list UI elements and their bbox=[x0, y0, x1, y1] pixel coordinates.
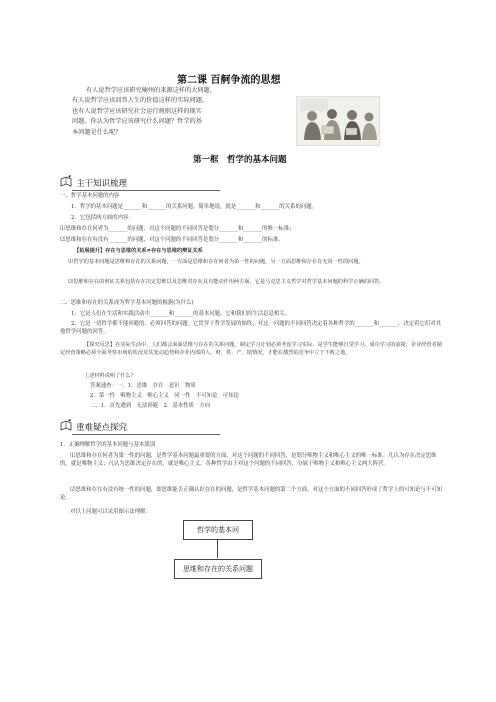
answer-text: 一、1．思维 存在 意识 物质 bbox=[116, 383, 196, 389]
expand-paragraph-1: ⑴哲学的基本问题是思维和存在的关系问题，一方面是思维和存在何者为第一性的问题，另一方面思维和存在有无同一性的问题。 bbox=[68, 259, 364, 265]
expand-title: 【拓展提升】存在与思维的关系≠存在与思维的辩证关系 bbox=[74, 248, 203, 254]
intro-line: 问题。你认为哲学应该研究什么问题？哲学的基 bbox=[72, 118, 202, 126]
intro-line: 也有人说哲学应该研究社会运行规则这样的现实 bbox=[72, 107, 202, 115]
s2-line: 对以上问题可以采用图示法理解： bbox=[70, 509, 151, 515]
heading-underline bbox=[72, 190, 220, 191]
s1-line: ⑴思维和存在何者为_______的问题，对这个问题的不同回答是划分_______和_______的唯一标准； bbox=[60, 226, 295, 232]
s1-line: 1．它是人们在生活和实践活动中_______和_______的基本问题，它和我们的生活息息相关。 bbox=[71, 311, 291, 317]
intro-line: 有人说哲学应该回答人生的价值这样的实际问题。 bbox=[72, 97, 209, 105]
s1-line: ⑵思维和存在有没有_______的问题，对这个问题的不同回答是划分_______和_______的标准。 bbox=[60, 237, 284, 243]
s1-line: 2．它是一切哲学都不能回避的、必须回答的问题。它贯穿于哲学发展的始终，对这一问题的不同回答决定着各种哲学的_______和_______，决定着它们对其他哲学问题的回答。 bbox=[60, 321, 441, 335]
diagram-box-bottom: 思维和存在的关系问题 bbox=[174, 559, 262, 579]
s2-paragraph-1: ⑴思维和存在何者为第一性的问题，是哲学基本问题最重要的方面，对这个问题的不同回答，是划分唯物主义和唯心主义的唯一标准。凡认为存在决定思维的，就是唯物主义；凡认为思维决定存在的，就是唯心主义。各种哲学由于对这个问题的不同回答，分属于唯物主义和唯心主义两大阵营。 bbox=[60, 453, 437, 467]
s2-line: 1．正确理解哲学的基本问题与基本派别 bbox=[60, 442, 156, 448]
s1-line: 一、哲学基本问题的内容 bbox=[60, 193, 120, 199]
inquiry-question: 上述材料说明了什么？ bbox=[84, 373, 136, 379]
s2-paragraph-2: ⑵思维和存在有没有统一性的问题，即思维能否正确认识存在的问题，是哲学基本问题的第二个方面，对这个方面的不同回答形成了哲学上的可知论与不可知论。 bbox=[60, 487, 442, 501]
expand-paragraph-2: ⑵思维和存在的辩证关系包括存在决定思维以及思维对存在具有能动作用两方面，它是马克思主义哲学对哲学基本问题的科学正确的回答。 bbox=[68, 279, 385, 285]
diagram-connector bbox=[217, 539, 218, 558]
pen-book-icon bbox=[60, 175, 72, 188]
heading-key-points: 重难疑点探究 bbox=[76, 423, 128, 433]
section-title: 第一框 哲学的基本问题 bbox=[193, 155, 287, 165]
diagram-box-top: 哲学的基本问 bbox=[183, 520, 253, 540]
s1-line: 2．它包括两方面的内容： bbox=[71, 215, 134, 221]
intro-line: 本问题是什么呢？ bbox=[72, 128, 122, 136]
s1-line: 二、思维和存在的关系成为哲学基本问题的根据(为什么) bbox=[60, 300, 194, 306]
heading-underline bbox=[72, 434, 220, 435]
answer-line: 二、1．首先遇到 无法回避 2．基本性质 方向 bbox=[90, 403, 211, 409]
s1-line: 1．哲学的基本问题是_______和_______的关系问题，简单地说，就是_______和_______的关系的问题。 bbox=[71, 204, 318, 210]
pen-book-icon bbox=[60, 419, 72, 432]
answer-line bbox=[90, 382, 196, 390]
answer-line: 2．第一性 唯物主义 唯心主义 同一性 不可知论 可知论 bbox=[90, 393, 239, 399]
intro-line: 有人说哲学应该研究楠州的来源这样的大问题， bbox=[86, 87, 216, 94]
illustration-image bbox=[296, 96, 380, 146]
heading-main-knowledge: 主干知识梳理 bbox=[76, 179, 128, 189]
inquiry-paragraph: 【探究反思】在实际生活中，人们都会面面思维与存在的关系问题。制定学习计划必须考虑学习实际，是学生能够自觉学习、成功学习的前提；企业经营者制定经营策略必须全面考察市场的状况及其变动趋势和企业内部的人、财、供、产、销情况，才能在激烈的竞争中立于不败之地。 bbox=[60, 342, 442, 356]
intro-paragraph bbox=[72, 86, 216, 138]
lesson-title: 第二课 百舸争流的思想 bbox=[177, 75, 281, 86]
answer-label: 答案速查： bbox=[90, 383, 117, 389]
